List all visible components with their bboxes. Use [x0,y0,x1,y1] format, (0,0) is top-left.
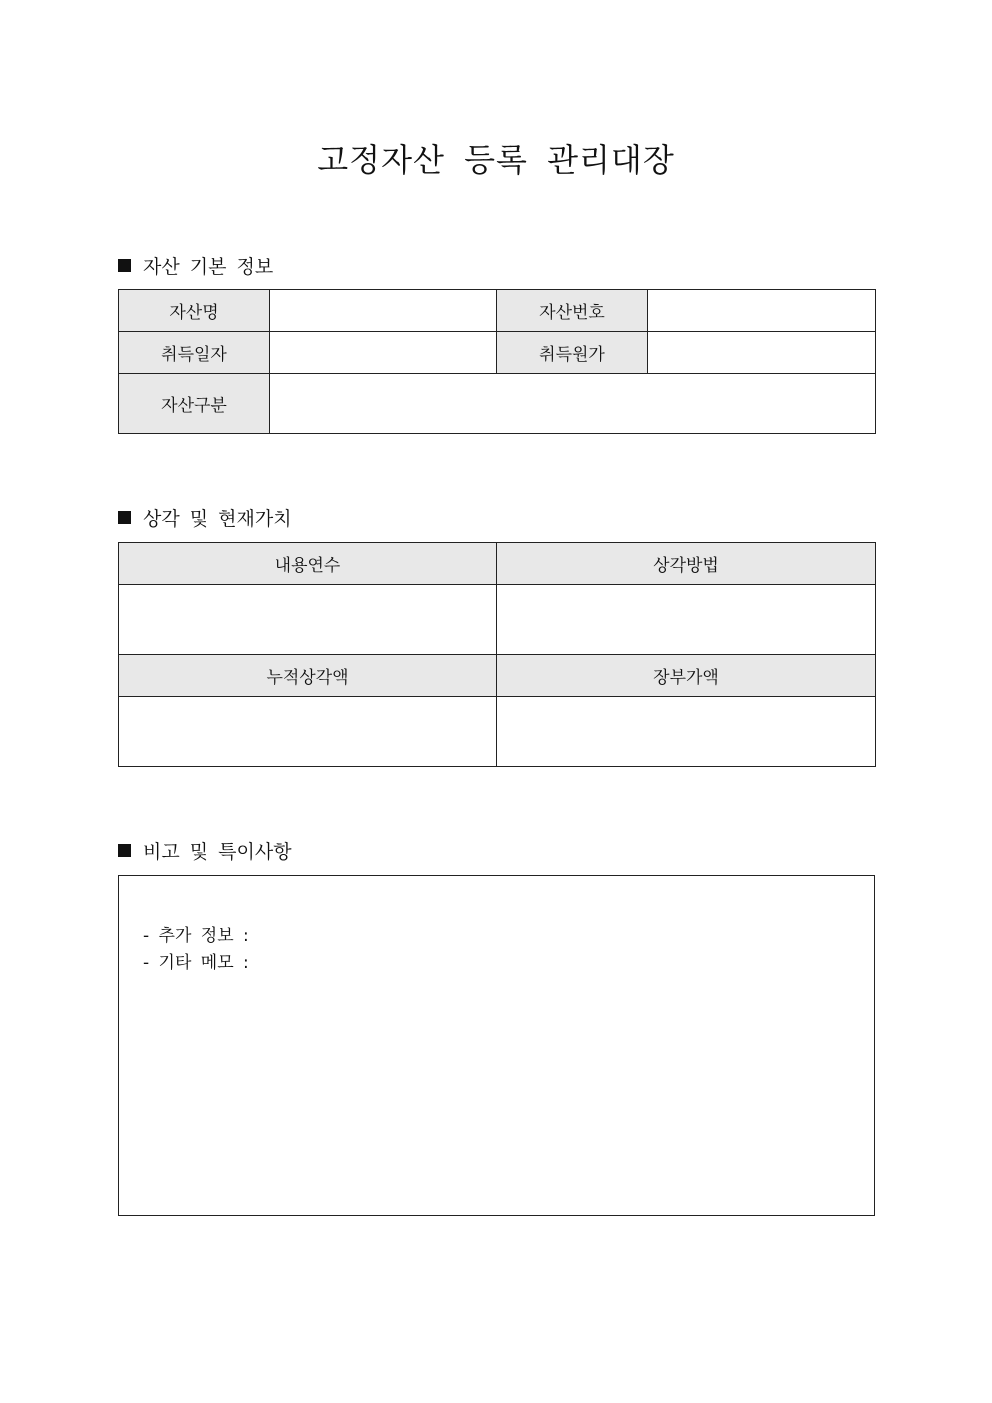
book-value-label: 장부가액 [497,655,876,697]
section-heading-basic-info [118,252,273,279]
notes-line-additional-info: - 추가 정보 : [143,926,249,946]
useful-life-field[interactable] [119,585,497,655]
acquisition-date-field[interactable] [270,332,497,374]
accumulated-depreciation-field[interactable] [119,697,497,767]
notes-textarea[interactable] [118,875,875,1216]
acquisition-cost-field[interactable] [648,332,876,374]
asset-name-label: 자산명 [119,290,270,332]
square-bullet-icon [118,844,131,857]
section-heading-label: 비고 및 특이사항 [143,841,292,863]
table-row [119,332,876,374]
accumulated-depreciation-label: 누적상각액 [119,655,497,697]
book-value-field[interactable] [497,697,876,767]
table-row [119,374,876,434]
table-row [119,543,876,585]
asset-number-field[interactable] [648,290,876,332]
square-bullet-icon [118,259,131,272]
page-title: 고정자산 등록 관리대장 [317,141,675,179]
asset-name-field[interactable] [270,290,497,332]
depreciation-method-field[interactable] [497,585,876,655]
notes-line-other-memo: - 기타 메모 : [143,953,249,973]
asset-category-label: 자산구분 [119,374,270,434]
table-row [119,697,876,767]
square-bullet-icon [118,511,131,524]
depreciation-table [118,542,876,767]
acquisition-cost-label: 취득원가 [497,332,648,374]
basic-info-table [118,289,876,434]
depreciation-method-label: 상각방법 [497,543,876,585]
acquisition-date-label: 취득일자 [119,332,270,374]
useful-life-label: 내용연수 [119,543,497,585]
section-heading-label: 상각 및 현재가치 [143,508,292,530]
section-heading-label: 자산 기본 정보 [143,256,274,278]
asset-number-label: 자산번호 [497,290,648,332]
table-row [119,655,876,697]
section-heading-notes [118,837,292,864]
table-row [119,290,876,332]
asset-category-field[interactable] [270,374,876,434]
table-row [119,585,876,655]
section-heading-depreciation [118,504,292,531]
